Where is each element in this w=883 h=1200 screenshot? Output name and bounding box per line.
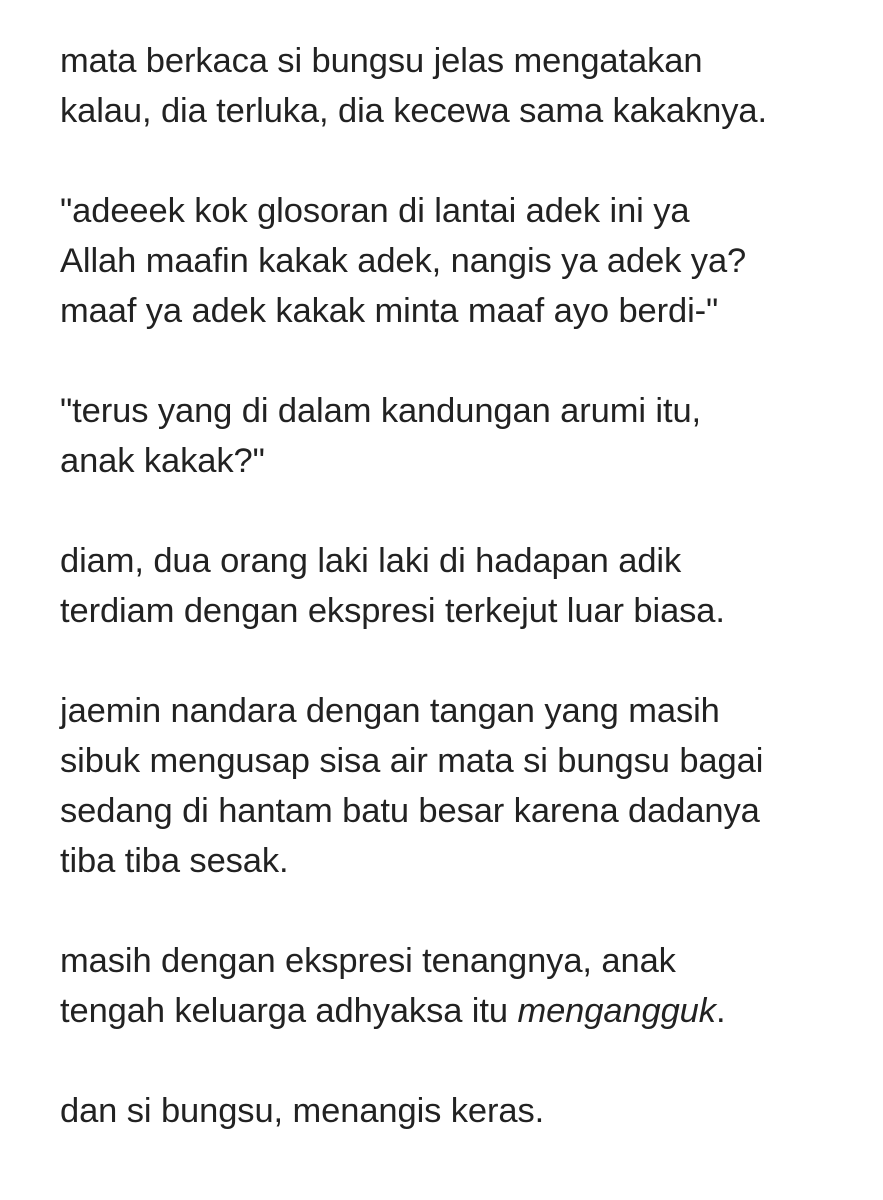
paragraph-3 [60, 386, 860, 486]
paragraph-5 [60, 686, 860, 886]
text-segment: tengah keluarga adhyaksa itu [60, 992, 518, 1030]
text-line: terdiam dengan ekspresi terkejut luar biasa. [60, 592, 725, 630]
text-line: tiba tiba sesak. [60, 842, 289, 880]
text-line: sedang di hantam batu besar karena dadanya [60, 792, 760, 830]
text-line: masih dengan ekspresi tenangnya, anak [60, 942, 676, 980]
text-line-with-emphasis [60, 986, 860, 1036]
text-line: "adeeek kok glosoran di lantai adek ini ya [60, 192, 690, 230]
text-line: diam, dua orang laki laki di hadapan adik [60, 542, 682, 580]
text-line: "terus yang di dalam kandungan arumi itu, [60, 392, 702, 430]
text-line: sibuk mengusap sisa air mata si bungsu bagai [60, 742, 764, 780]
text-line: Allah maafin kakak adek, nangis ya adek ya? [60, 242, 747, 280]
text-line: mata berkaca si bungsu jelas mengatakan [60, 42, 703, 80]
text-line: maaf ya adek kakak minta maaf ayo berdi-" [60, 292, 719, 330]
paragraph-1 [60, 36, 860, 136]
paragraph-6 [60, 936, 860, 1036]
italic-word: mengangguk [517, 992, 716, 1030]
text-line: jaemin nandara dengan tangan yang masih [60, 692, 720, 730]
text-line: kalau, dia terluka, dia kecewa sama kakaknya. [60, 92, 767, 130]
paragraph-7 [60, 1086, 860, 1136]
paragraph-2 [60, 186, 860, 336]
paragraph-4 [60, 536, 860, 636]
text-line: anak kakak?" [60, 442, 265, 480]
document-body [60, 36, 860, 1136]
text-line: dan si bungsu, menangis keras. [60, 1092, 545, 1130]
text-segment: . [715, 992, 726, 1030]
